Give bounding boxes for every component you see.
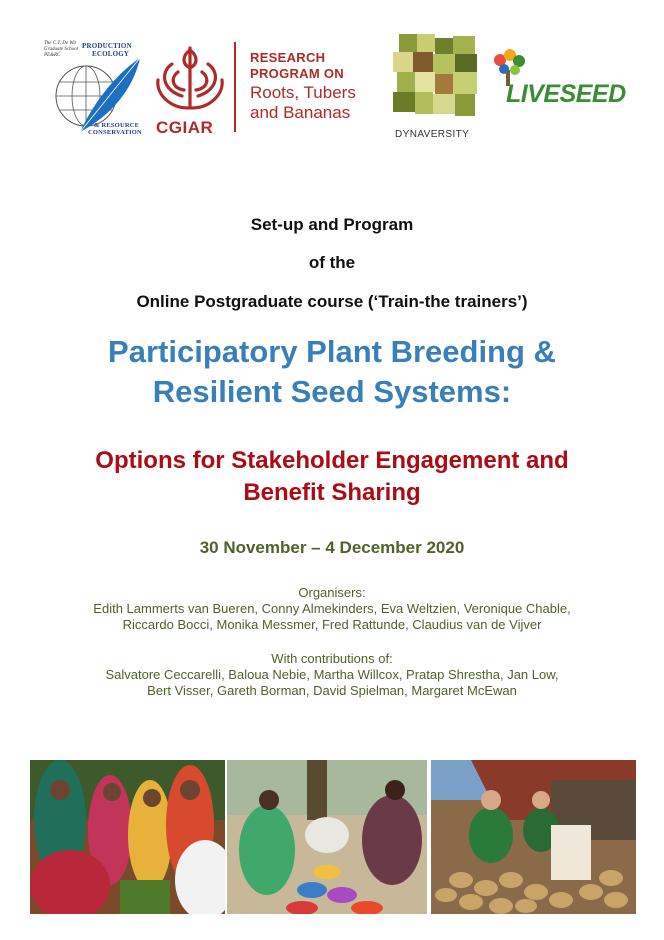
header-line-3: Online Postgraduate course (‘Train-the trainers’) — [136, 292, 528, 311]
photo-women-group — [30, 760, 225, 914]
cgiar-name: CGIAR — [156, 118, 214, 137]
liveseed-logo — [490, 48, 630, 118]
course-dates: 30 November – 4 December 2020 — [199, 538, 465, 557]
organisers-line-2: Riccardo Bocci, Monika Messmer, Fred Rattunde, Claudius van de Vijver — [122, 617, 542, 632]
main-title-line-1: Participatory Plant Breeding & — [108, 334, 556, 369]
photo-seed-sorting — [227, 760, 427, 914]
contributions-line-2: Bert Visser, Gareth Borman, David Spielman, Margaret McEwan — [147, 683, 517, 698]
dynaversity-mosaic-icon — [393, 34, 483, 124]
organisers-heading: Organisers: — [298, 585, 366, 600]
cgiar-wheat-icon — [152, 42, 228, 114]
contributions-heading: With contributions of: — [271, 651, 393, 666]
main-title-line-2: Resilient Seed Systems: — [152, 374, 512, 409]
dynaversity-label: DYNAVERSITY — [395, 129, 470, 140]
organisers-line-1: Edith Lammerts van Bueren, Conny Almekinders, Eva Weltzien, Veronique Chable, — [93, 601, 571, 616]
contributions-line-1: Salvatore Ceccarelli, Baloua Nebie, Martha Willcox, Pratap Shrestha, Jan Low, — [105, 667, 559, 682]
cgiar-divider — [234, 42, 236, 132]
header-line-1: Set-up and Program — [250, 215, 414, 234]
subtitle-line-1: Options for Stakeholder Engagement and — [95, 447, 569, 474]
dynaversity-logo — [393, 34, 485, 144]
subtitle-line-2: Benefit Sharing — [243, 479, 421, 506]
pe-rc-small-text: The C.T. De Wit Graduate School PE&RC — [44, 41, 79, 58]
pe-rc-logo: The C.T. De Wit Graduate School PE&RC PRODUCTION ECOLOGY & RESOURCE CONSERVATION — [44, 40, 144, 140]
photo-potatoes — [431, 760, 636, 914]
liveseed-label: LIVESEED — [506, 80, 626, 108]
header-line-2: of the — [308, 253, 356, 272]
cgiar-rtb-logo: CGIAR RESEARCH PROGRAM ON Roots, Tubers and Bananas — [150, 40, 382, 136]
